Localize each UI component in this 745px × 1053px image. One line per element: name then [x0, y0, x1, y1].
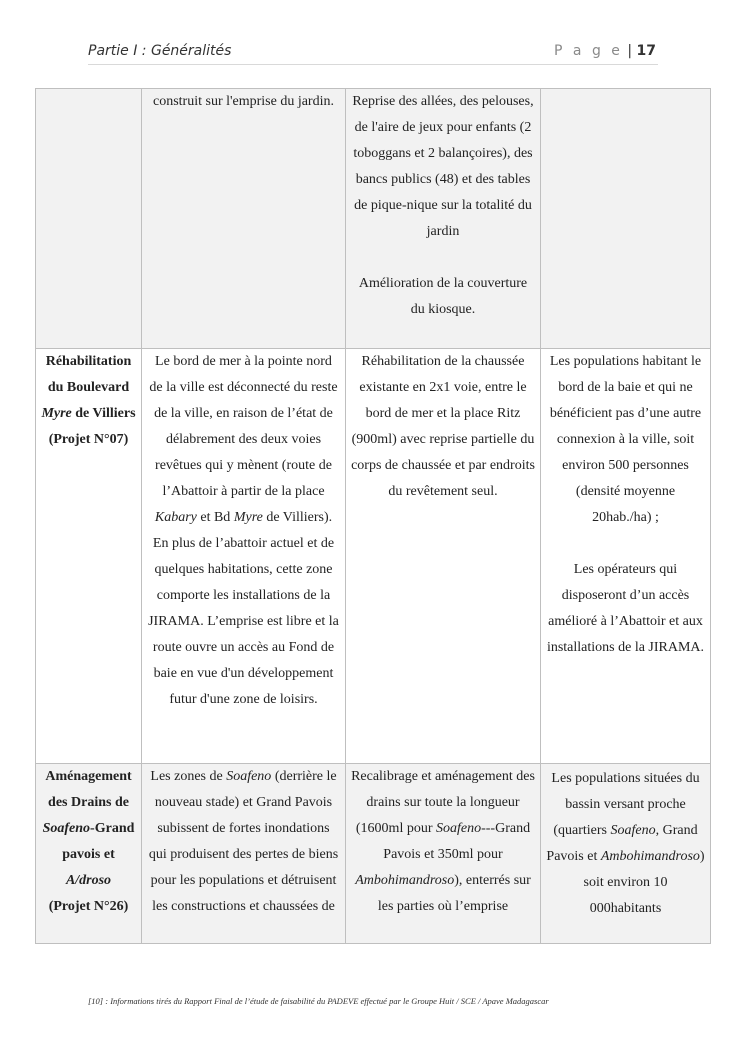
works-text-a: Recalibrage et aménagement des drains sur toute la longueur (1600ml pour	[351, 769, 535, 836]
project-cell	[36, 89, 142, 349]
context-text-a: Les zones de	[150, 769, 227, 784]
page-indicator	[554, 43, 656, 59]
works-text-c: ), enterrés sur les parties où l’emprise	[377, 873, 531, 914]
context-cell	[142, 349, 346, 764]
table-row	[36, 89, 711, 349]
beneficiaries-text-2: Les opérateurs qui disposeront d’un accès amélioré à l’Abattoir et aux installations de la JIRAMA.	[546, 562, 705, 655]
works-italic-1: Soafeno	[436, 821, 482, 836]
context-cell	[142, 89, 346, 349]
works-cell	[346, 764, 541, 944]
benef-text-c: ) soit environ 10 000habitants	[583, 849, 705, 916]
benef-italic-2: Ambohimandroso	[600, 849, 700, 864]
project-cell	[36, 349, 142, 764]
project-name-b: -Grand pavois et	[62, 821, 135, 862]
context-cell	[142, 764, 346, 944]
context-text-b: (derrière le nouveau stade) et Grand Pavois subissent de fortes inondations qui produisent des pertes de biens pour les populations et détruisent les constructions et chaussées de	[148, 769, 339, 914]
benef-italic-1: Soafeno	[610, 823, 656, 838]
works-text-b: ---Grand Pavois et 350ml pour	[383, 821, 531, 862]
project-number: (Projet N°07)	[48, 432, 129, 447]
benef-text-a: Les populations situées du bassin versant proche (quartiers	[551, 771, 700, 838]
context-text-c: de Villiers). En plus de l’abattoir actuel et de quelques habitations, cette zone comporte les installations de la JIRAMA. L’emprise est libre et la route ouvre un accès au Fond de baie en vue d'un développement futur d'une zone de loisirs.	[148, 510, 339, 707]
works-text-2: Amélioration de la couverture du kiosque.	[358, 276, 528, 317]
project-name-italic: Myre	[41, 406, 72, 421]
context-italic: Soafeno	[226, 769, 272, 784]
table-row	[36, 349, 711, 764]
project-name-a: Réhabilitation du Boulevard	[45, 354, 132, 395]
page-label: P a g e	[554, 43, 623, 59]
project-name-italic-2: A/droso	[65, 873, 112, 888]
page-header	[88, 40, 658, 65]
works-text: Réhabilitation de la chaussée existante en 2x1 voie, entre le bord de mer et la place Ritz (900ml) avec reprise partielle du corps de chaussée et par endroits du revêtement seul.	[351, 354, 535, 499]
beneficiaries-cell	[541, 89, 711, 349]
context-text-b: et Bd	[196, 510, 234, 525]
section-title: Partie I : Généralités	[88, 43, 232, 59]
footnote: [10] : Informations tirés du Rapport Final de l’étude de faisabilité du PADEVE effectué par le Groupe Huit / SCE / Apave Madagascar	[88, 996, 549, 1006]
project-cell	[36, 764, 142, 944]
table-row	[36, 764, 711, 944]
project-number: (Projet N°26)	[48, 899, 129, 914]
context-italic-1: Kabary	[154, 510, 197, 525]
context-text-a: Le bord de mer à la pointe nord de la ville est déconnecté du reste de la ville, en raison de l’état de délabrement des deux voies revêtues qui y mènent (route de l’Abattoir à partir de la place	[149, 354, 338, 499]
project-name-b: de Villiers	[71, 406, 136, 421]
works-cell	[346, 89, 541, 349]
beneficiaries-cell	[541, 764, 711, 944]
works-italic-2: Ambohimandroso	[355, 873, 455, 888]
beneficiaries-text-1: Les populations habitant le bord de la baie et qui ne bénéficient pas d’une autre connexion à la ville, soit environ 500 personnes (densité moyenne 20hab./ha) ;	[549, 354, 702, 525]
beneficiaries-cell	[541, 349, 711, 764]
projects-table	[35, 88, 711, 944]
project-name-italic-1: Soafeno	[42, 821, 91, 836]
project-name-a: Aménagement des Drains de	[45, 769, 132, 810]
page-separator: |	[627, 43, 633, 59]
page-number: 17	[636, 43, 656, 59]
context-italic-2: Myre	[233, 510, 263, 525]
benef-text-b: , Grand Pavois et	[546, 823, 698, 864]
works-cell	[346, 349, 541, 764]
context-text: construit sur l'emprise du jardin.	[153, 94, 334, 109]
works-text: Reprise des allées, des pelouses, de l'aire de jeux pour enfants (2 toboggans et 2 balançoires), des bancs publics (48) et des tables de pique-nique sur la totalité du jardin	[352, 94, 534, 239]
